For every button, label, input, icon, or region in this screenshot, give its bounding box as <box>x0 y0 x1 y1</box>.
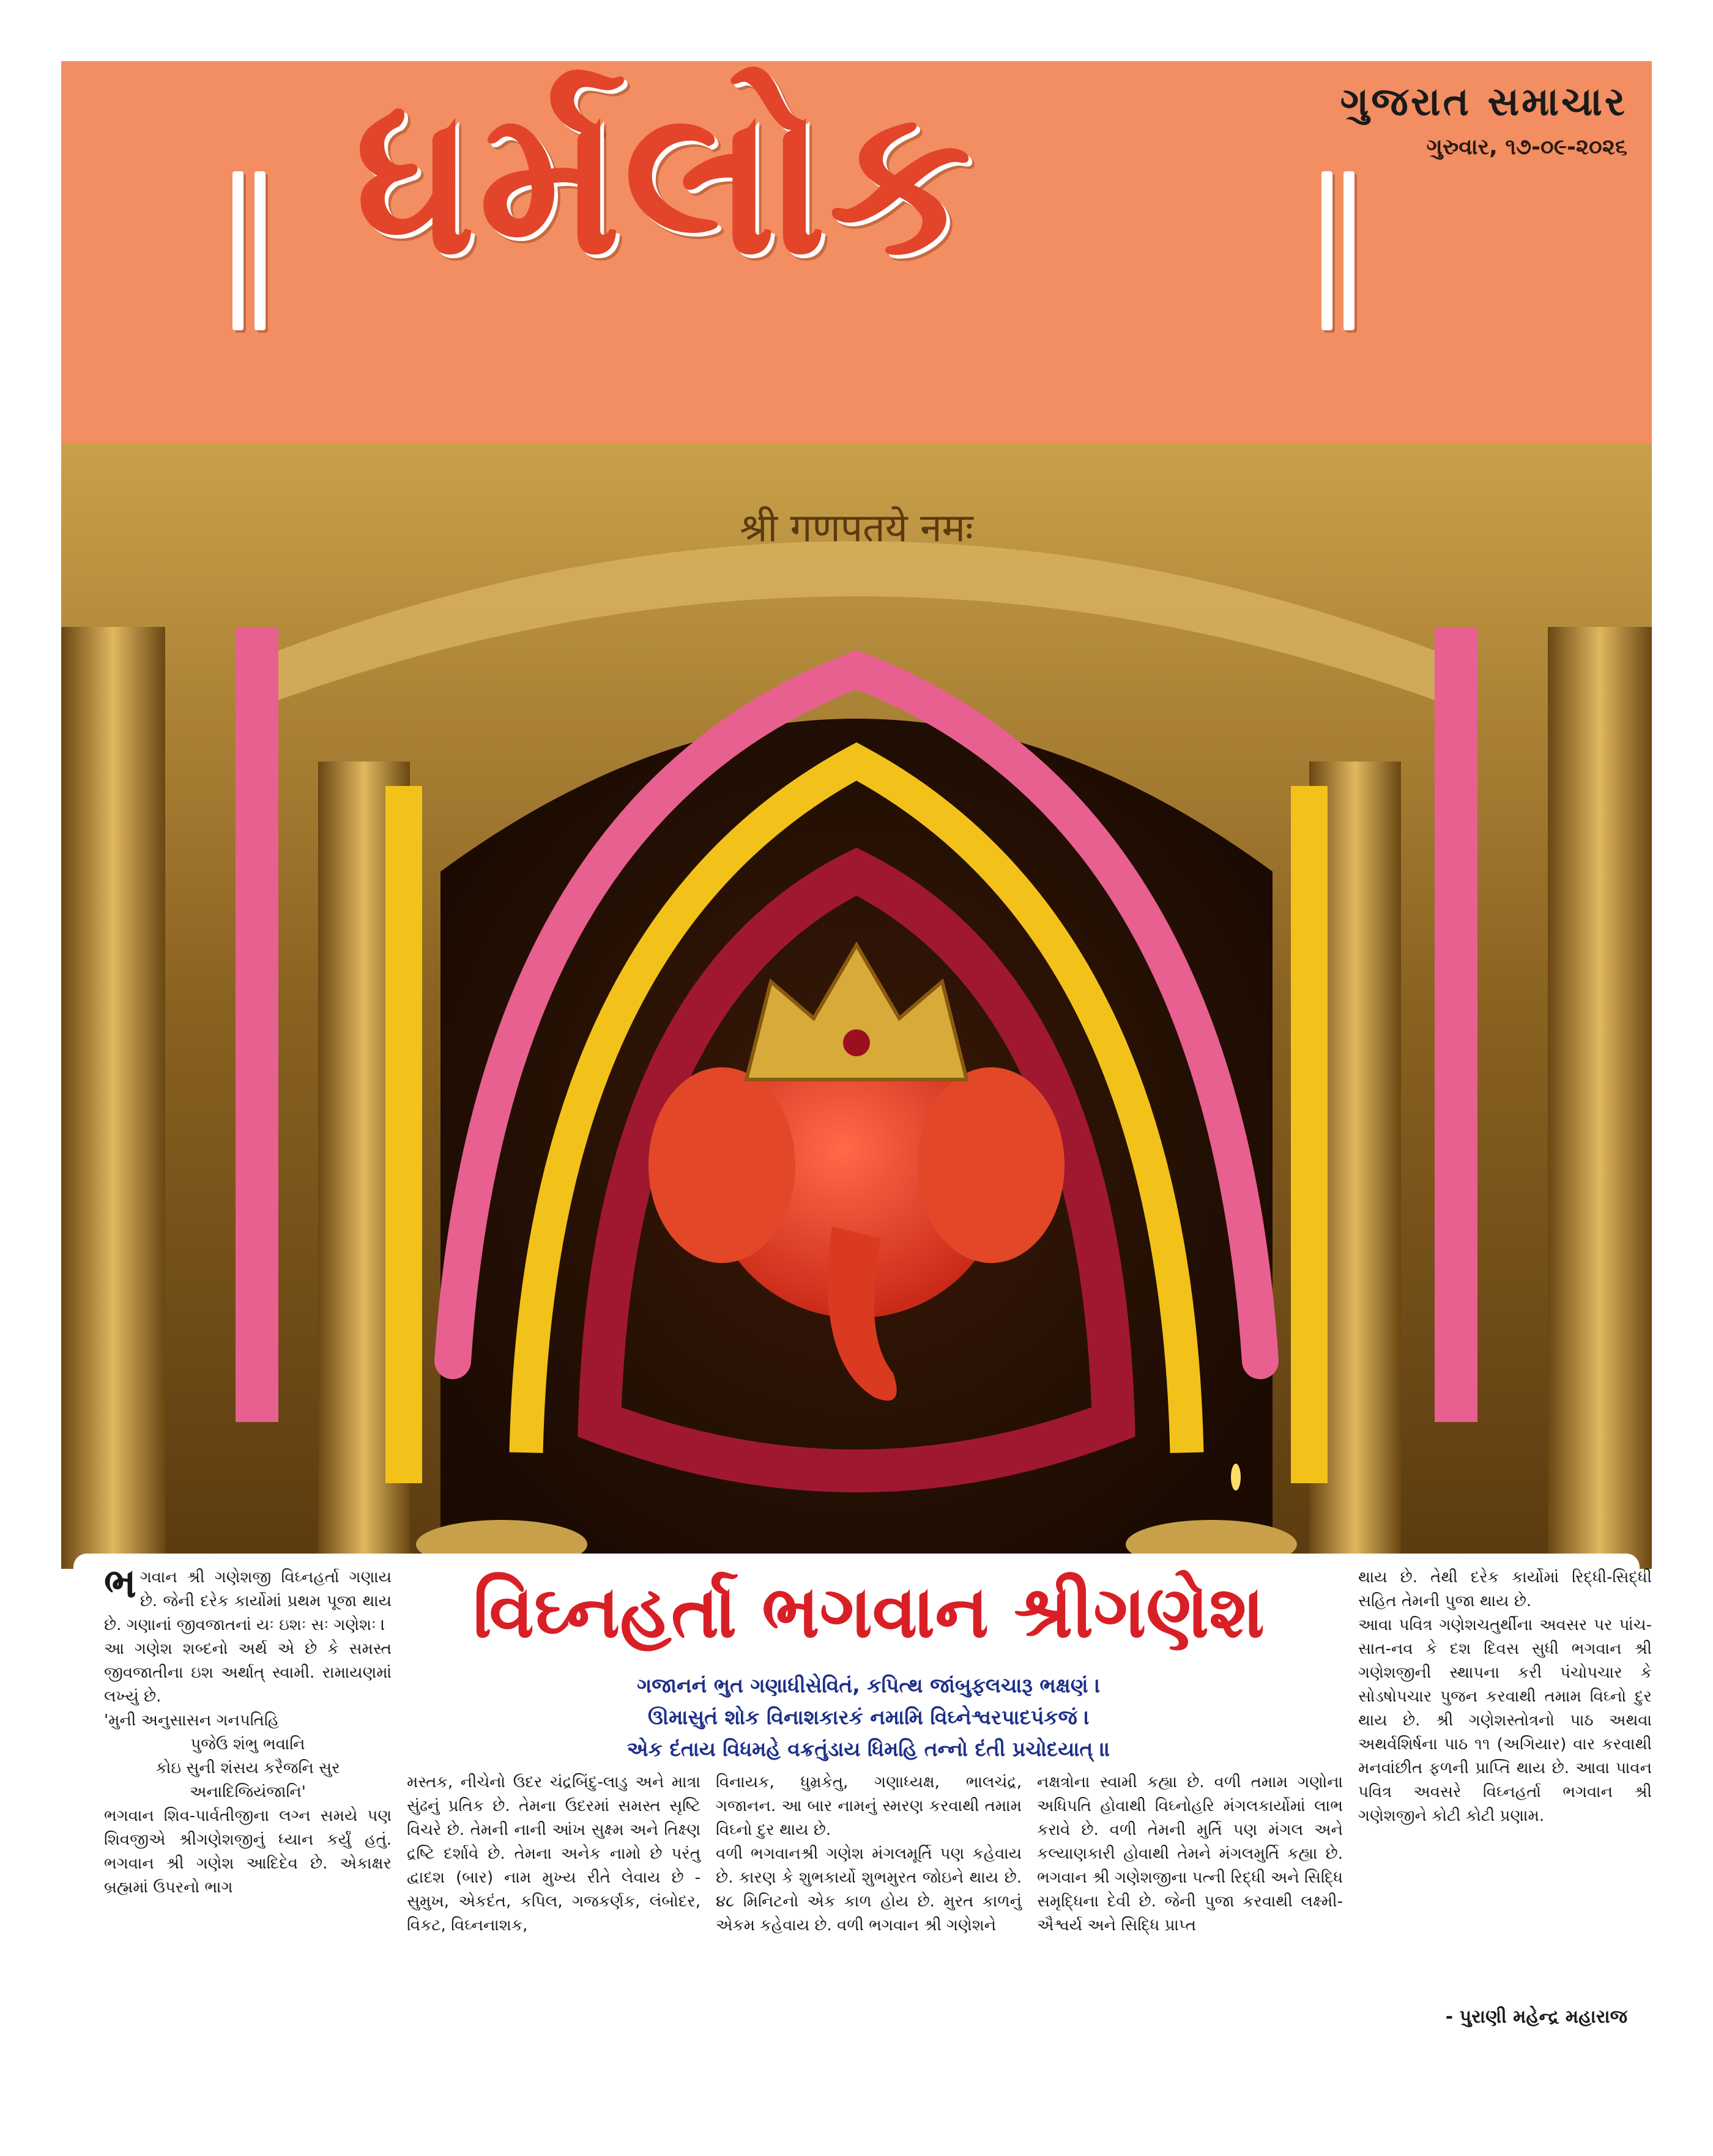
shloka-line-3: એક દંતાય વિધમહે વક્રતુંડાય ધિમહિ તન્નો દંતી પ્રચોદયાત્ ॥ <box>626 1737 1111 1761</box>
column-1-paragraph-3: ભગવાન શિવ-પાર્વતીજીના લગ્ન સમયે પણ શિવજીએ શ્રીગણેશજીનું ધ્યાન કર્યું હતું. ભગવાન શ્રી ગણેશ આદિદેવ છે. એકાક્ષર બ્રહ્મમાં ઉપરનો ભાગ <box>104 1807 392 1897</box>
column-3-paragraph-2: વળી ભગવાનશ્રી ગણેશ મંગલમૂર્તિ પણ કહેવાય છે. કારણ કે શુભકાર્યો શુભમુરત જોઇને થાય છે. ૪૮ મિનિટનો એક કાળ હોય છે. મુરત કાળનું એકમ કહેવાય છે. વળી ભગવાન શ્રી ગણેશને <box>716 1845 1022 1935</box>
article-column-1 <box>104 1560 392 1900</box>
article-column-4 <box>1037 1771 1343 1938</box>
article-column-3 <box>716 1771 1022 1938</box>
column-1-paragraph-2: આ ગણેશ શબ્દનો અર્થ એ છે કે સમસ્ત જીવજાતીના ઇશ અર્થાત્ સ્વામી. રામાયણમાં લખ્યું છે. <box>104 1640 392 1706</box>
shloka-line-1: ગજાનનં ભુત ગણાધીસેવિતં, કપિત્થ જાંબુફલચારૂ ભક્ષણં । <box>637 1673 1101 1697</box>
column-5-paragraph-1: થાય છે. તેથી દરેક કાર્યોમાં રિદ્ધી-સિદ્ધી સહિત તેમની પુજા થાય છે. <box>1358 1568 1652 1610</box>
column-2-paragraph: મસ્તક, નીચેનો ઉદર ચંદ્રબિંદુ-લાડુ અને માત્રા સુંઢનું પ્રતિક છે. તેમના ઉદરમાં સમસ્ત સૃષ્ટિ વિચરે છે. તેમની નાની આંખ સુક્ષ્મ અને તિક્ષ્ણ દ્રષ્ટિ દર્શાવે છે. તેમના અનેક નામો છે પરંતુ દ્વાદશ (બાર) નામ મુખ્ય રીતે લેવાય છે - સુમુખ, એકદંત, કપિલ, ગજકર્ણક, લંબોદર, વિકટ, વિઘ્નનાશક, <box>407 1773 700 1935</box>
column-1-paragraph-1: ગવાન શ્રી ગણેશજી વિઘ્નહર્તા ગણાય છે. જેની દરેક કાર્યોમાં પ્રથમ પૂજા થાય છે. ગણાનાં જીવજાતનાં યઃ ઇશઃ સઃ ગણેશઃ । <box>104 1568 392 1634</box>
paper-name: ગુજરાત સમાચાર <box>1340 80 1627 125</box>
article-column-5 <box>1358 1566 1652 1828</box>
article-textbox <box>73 1554 1652 2067</box>
article-column-2 <box>407 1771 700 1938</box>
shrine-inscription: श्री गणपतये नमः <box>740 506 973 551</box>
verse-line-1: 'મુની અનુસાસન ગનપતિહિ <box>104 1711 280 1730</box>
author-signature: - પુરાણી મહેન્દ્ર મહારાજ <box>1445 2006 1627 2028</box>
article-headline: વિઘ્નહર્તા ભગવાન શ્રીગણેશ <box>472 1569 1265 1654</box>
masthead <box>61 61 1652 443</box>
title-ornament-left <box>232 171 275 330</box>
section-title: ધર્મલોક <box>355 62 974 299</box>
column-5-paragraph-2: આવા પવિત્ર ગણેશચતુર્થીના અવસર પર પાંચ-સાત-નવ કે દશ દિવસ સુધી ભગવાન શ્રી ગણેશજીની સ્થાપના કરી પંચોપચાર કે સોડષોપચાર પુજન કરવાથી તમામ વિઘ્નો દુર થાય છે. શ્રી ગણેશસ્તોત્રનો પાઠ અથવા અથર્વશિર્ષના પાઠ ૧૧ (અગિયાર) વાર કરવાથી મનવાંછીત ફળની પ્રાપ્તિ થાય છે. આવા પાવન પવિત્ર અવસરે વિઘ્નહર્તા ભગવાન શ્રી ગણેશજીને કોટી કોટી પ્રણામ. <box>1358 1616 1652 1825</box>
shloka-line-2: ઊમાસુતં શોક વિનાશકારકં નમામિ વિઘ્નેશ્વરપાદપંકજં । <box>647 1705 1090 1729</box>
column-3-paragraph-1: વિનાયક, ધુમ્રકેતુ, ગણાધ્યક્ષ, ભાલચંદ્ર, ગજાનન. આ બાર નામનું સ્મરણ કરવાથી તમામ વિઘ્નો દુર થાય છે. <box>716 1773 1022 1839</box>
drop-cap: ભ <box>104 1560 136 1607</box>
issue-date: ગુરુવાર, ૧૭-૦૯-૨૦૨૬ <box>1426 135 1627 160</box>
ganesha-temple-photo <box>61 443 1652 1569</box>
article <box>61 1554 1652 2095</box>
column-4-paragraph: નક્ષત્રોના સ્વામી કહ્યા છે. વળી તમામ ગણોના અધિપતિ હોવાથી વિઘ્નોહરિ મંગલકાર્યોમાં લાભ કરાવે છે. વળી તેમની મુર્તિ પણ મંગલ અને કલ્યાણકારી હોવાથી તેમને મંગલમુર્તિ કહ્યા છે. ભગવાન શ્રી ગણેશજીના પત્ની રિદ્ધી અને સિદ્ધિ સમૃદ્ધિના દેવી છે. જેની પુજા કરવાથી લક્ષ્મી-ઐશ્વર્ય અને સિદ્ધિ પ્રાપ્ત <box>1037 1773 1343 1935</box>
verse-line-2: પુજેઉ શંભુ ભવાનિ <box>190 1735 305 1754</box>
shloka-block <box>416 1670 1321 1765</box>
title-ornament-right <box>1321 171 1364 330</box>
verse-line-3: કોઇ સુની શંસય કરૈજનિ સુર <box>155 1759 340 1777</box>
newspaper-page <box>61 61 1652 2095</box>
verse-line-4: અનાદિજિયંજાનિ' <box>190 1783 306 1801</box>
